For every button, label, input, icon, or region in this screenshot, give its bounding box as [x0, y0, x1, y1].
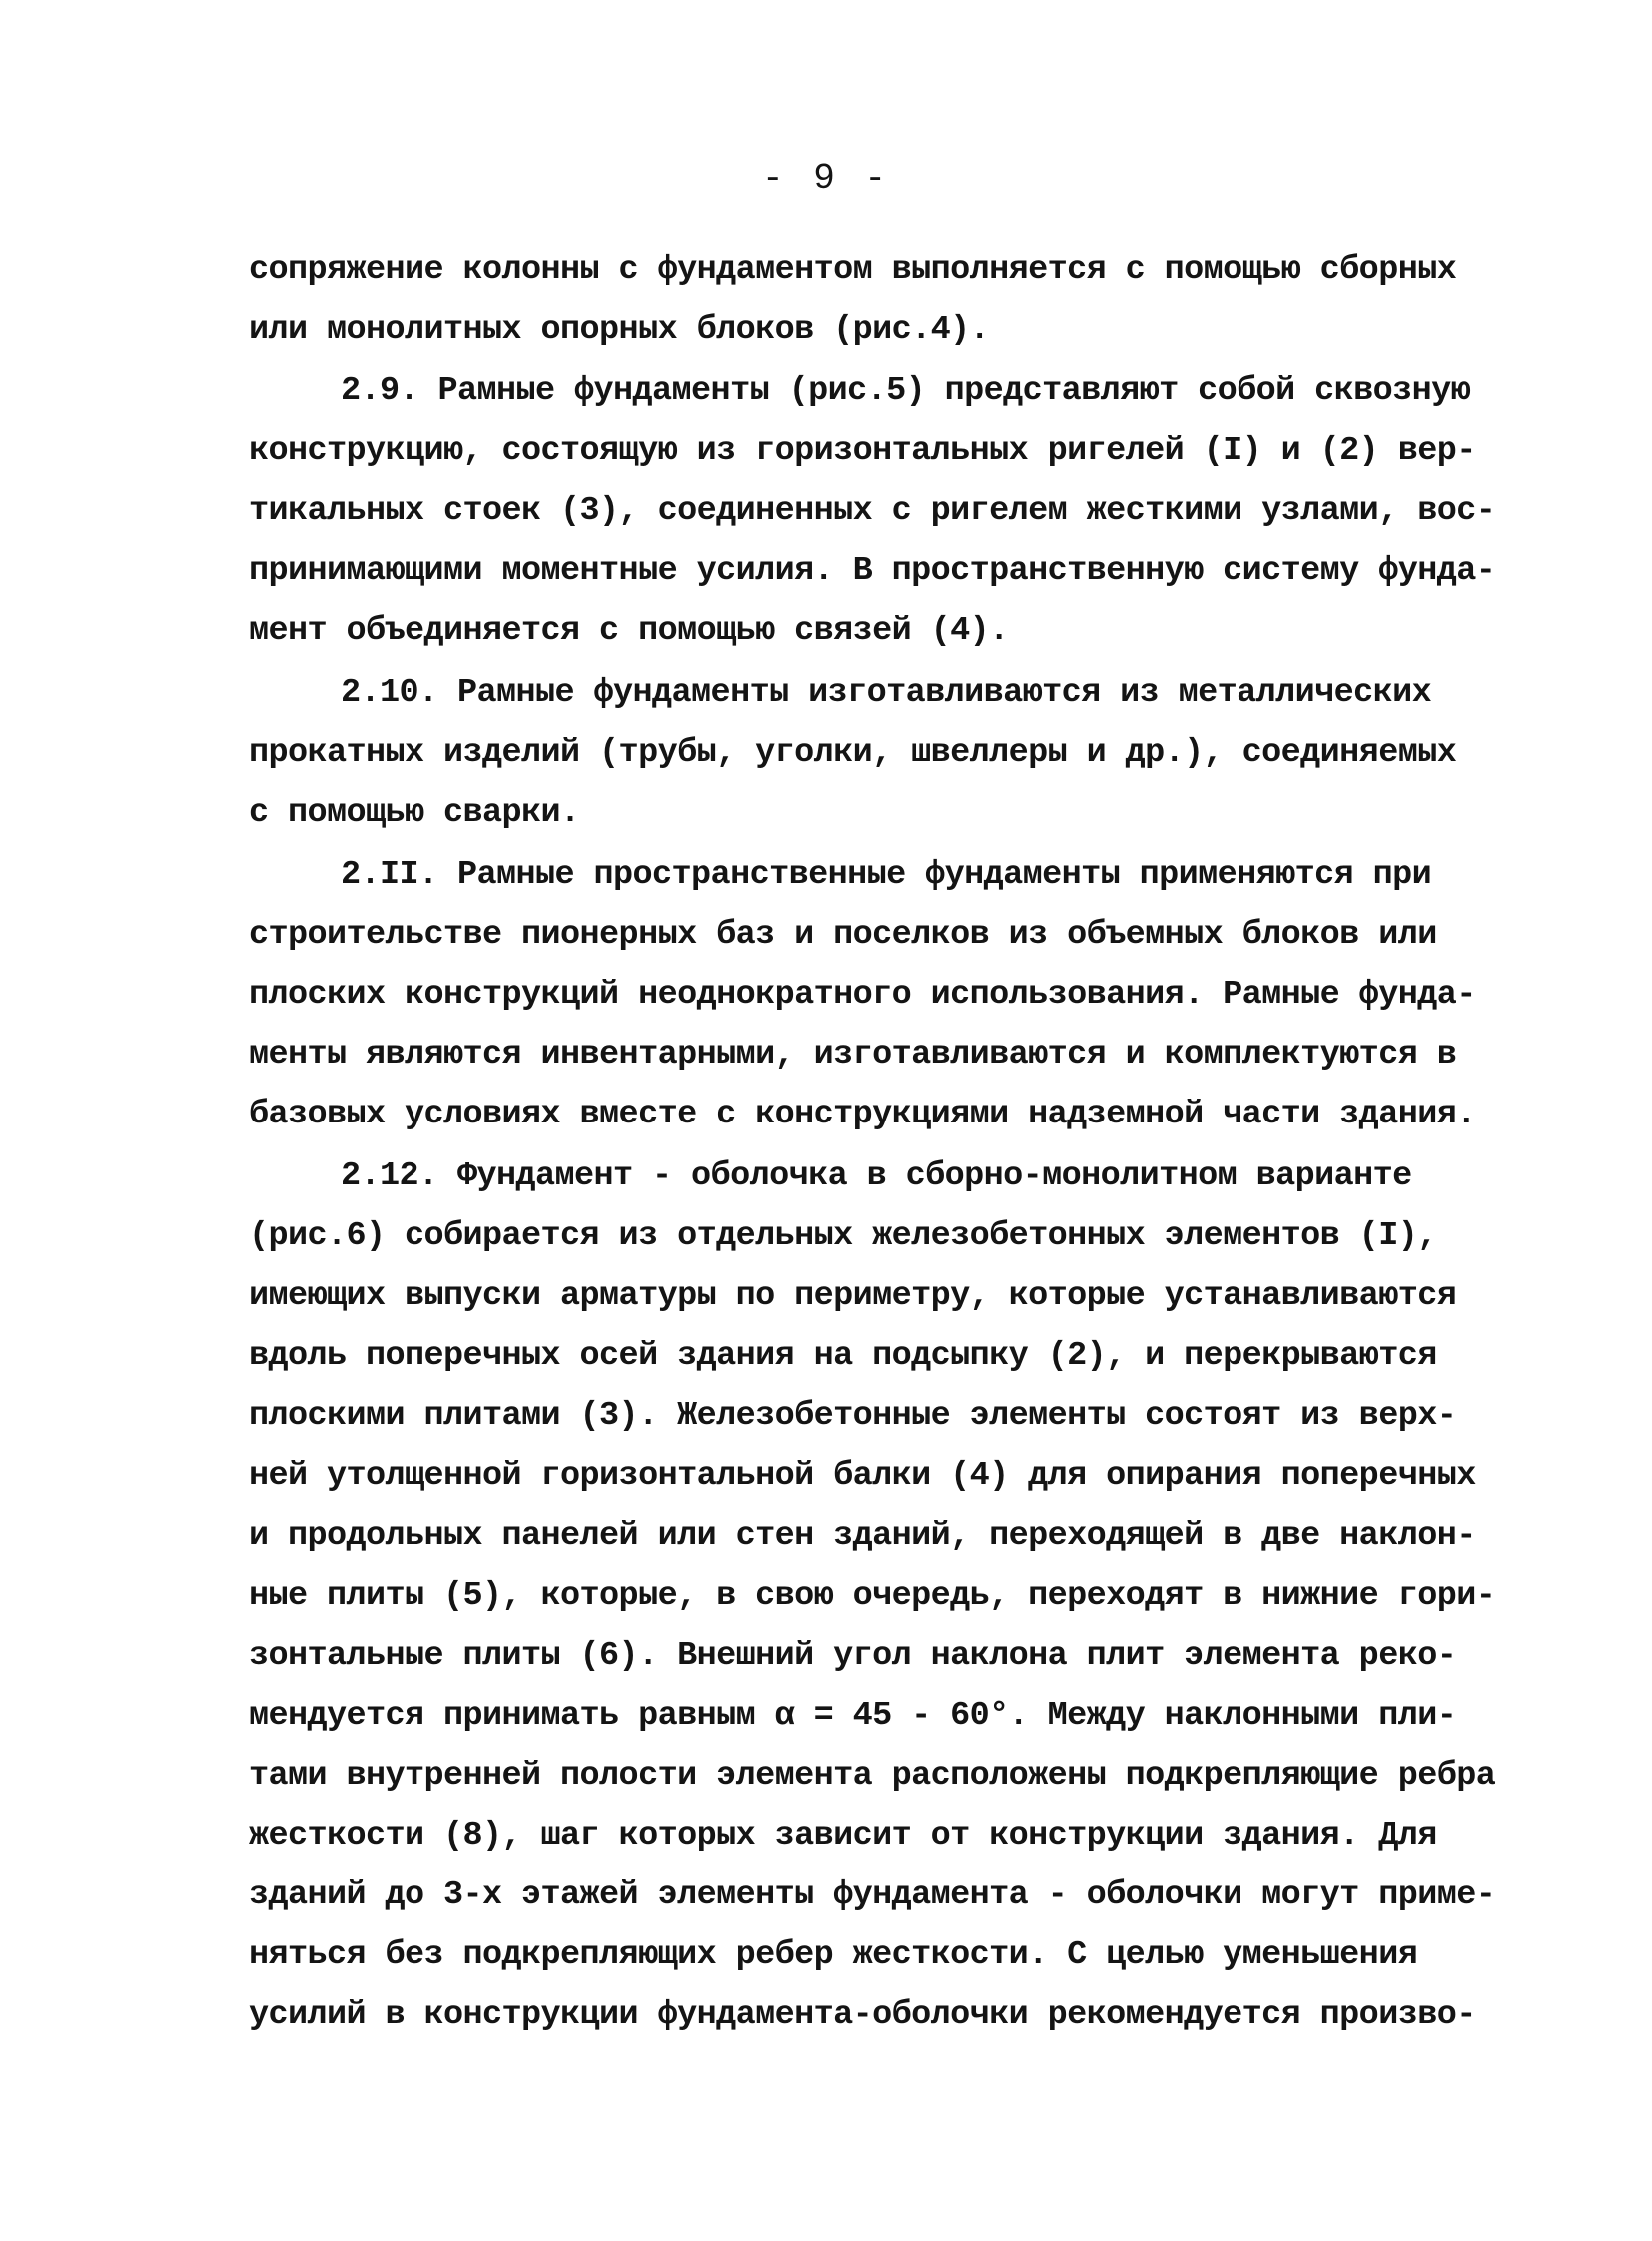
text-line: принимающими моментные усилия. В пространственную систему фунда-: [249, 552, 1496, 590]
text-line: или монолитных опорных блоков (рис.4).: [249, 311, 990, 349]
text-line: имеющих выпуски арматуры по периметру, которые устанавливаются: [249, 1277, 1457, 1315]
text-line: конструкцию, состоящую из горизонтальных ригелей (I) и (2) вер-: [249, 432, 1476, 470]
text-line: зонтальные плиты (6). Внешний угол наклона плит элемента реко-: [249, 1637, 1457, 1675]
paragraph-2-12-heading-line: 2.12. Фундамент - оболочка в сборно-монолитном варианте: [341, 1157, 1412, 1195]
text-line: няться без подкрепляющих ребер жесткости. С целью уменьшения: [249, 1936, 1418, 1974]
text-line: тами внутренней полости элемента расположены подкрепляющие ребра: [249, 1757, 1496, 1795]
text-line: мент объединяется с помощью связей (4).: [249, 612, 1009, 650]
text-line: плоских конструкций неоднократного использования. Рамные фунда-: [249, 976, 1476, 1014]
text-line: (рис.6) собирается из отдельных железобетонных элементов (I),: [249, 1217, 1437, 1255]
text-line: менты являются инвентарными, изготавливаются и комплектуются в: [249, 1036, 1457, 1074]
text-line: тикальных стоек (3), соединенных с ригелем жесткими узлами, вос-: [249, 492, 1496, 530]
text-line: и продольных панелей или стен зданий, переходящей в две наклон-: [249, 1517, 1476, 1555]
page-number: - 9 -: [761, 158, 891, 199]
text-line: плоскими плитами (3). Железобетонные элементы состоят из верх-: [249, 1397, 1457, 1435]
text-line: усилий в конструкции фундамента-оболочки рекомендуется произво-: [249, 1996, 1476, 2034]
text-line: базовых условиях вместе с конструкциями надземной части здания.: [249, 1096, 1476, 1133]
text-line: строительстве пионерных баз и поселков из объемных блоков или: [249, 916, 1437, 954]
paragraph-2-11-heading-line: 2.II. Рамные пространственные фундаменты применяются при: [341, 856, 1432, 894]
paragraph-2-9-heading-line: 2.9. Рамные фундаменты (рис.5) представляют собой сквозную: [341, 373, 1471, 410]
text-line: жесткости (8), шаг которых зависит от конструкции здания. Для: [249, 1817, 1437, 1855]
text-line: с помощью сварки.: [249, 794, 580, 832]
text-line: ные плиты (5), которые, в свою очередь, переходят в нижние гори-: [249, 1577, 1496, 1615]
text-line: ней утолщенной горизонтальной балки (4) для опирания поперечных: [249, 1457, 1476, 1495]
paragraph-2-10-heading-line: 2.10. Рамные фундаменты изготавливаются из металлических: [341, 674, 1432, 712]
text-line: зданий до 3-х этажей элементы фундамента - оболочки могут приме-: [249, 1876, 1496, 1914]
text-line: вдоль поперечных осей здания на подсыпку (2), и перекрываются: [249, 1337, 1437, 1375]
text-line: сопряжение колонны с фундаментом выполняется с помощью сборных: [249, 251, 1457, 289]
text-line: прокатных изделий (трубы, уголки, швеллеры и др.), соединяемых: [249, 734, 1457, 772]
text-line: мендуется принимать равным α = 45 - 60°. Между наклонными пли-: [249, 1697, 1457, 1735]
